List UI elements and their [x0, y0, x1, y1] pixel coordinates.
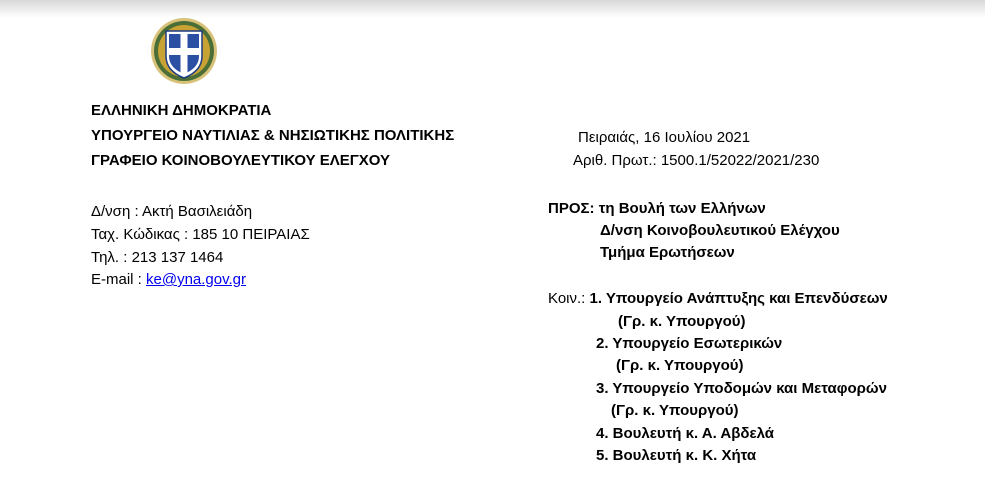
address-street: Δ/νση : Ακτή Βασιλειάδη: [91, 203, 253, 220]
cc-item-3: 3. Υπουργείο Υποδομών και Μεταφορών: [596, 380, 887, 397]
recipient-line: [548, 199, 766, 219]
greek-coat-of-arms-emblem: [149, 16, 219, 86]
cc-item-5: 5. Βουλευτή κ. Κ. Χήτα: [596, 447, 757, 464]
address-phone: Τηλ. : 213 137 1464: [91, 249, 224, 266]
recipient-parliament: τη Βουλή των Ελλήνων: [598, 200, 766, 217]
cc-item-1: [548, 289, 888, 309]
cc-item-1-sub: (Γρ. κ. Υπουργού): [618, 313, 746, 330]
recipient-department: Τμήμα Ερωτήσεων: [600, 244, 735, 261]
cc-item-4: 4. Βουλευτή κ. Α. Αβδελά: [596, 425, 774, 442]
address-email: [91, 270, 246, 290]
header-ministry: ΥΠΟΥΡΓΕΙΟ ΝΑΥΤΙΛΙΑΣ & ΝΗΣΙΩΤΙΚΗΣ ΠΟΛΙΤΙΚΗΣ: [91, 127, 455, 144]
recipient-directorate: Δ/νση Κοινοβουλευτικού Ελέγχου: [600, 222, 840, 239]
email-link[interactable]: ke@yna.gov.gr: [146, 271, 247, 288]
header-office: ΓΡΑΦΕΙΟ ΚΟΙΝΟΒΟΥΛΕΥΤΙΚΟΥ ΕΛΕΓΧΟΥ: [91, 152, 391, 169]
protocol-number: Αριθ. Πρωτ.: 1500.1/52022/2021/230: [573, 152, 820, 169]
header-country: ΕΛΛΗΝΙΚΗ ΔΗΜΟΚΡΑΤΙΑ: [91, 102, 272, 119]
cc-item-2: 2. Υπουργείο Εσωτερικών: [596, 335, 783, 352]
cc-item-3-sub: (Γρ. κ. Υπουργού): [611, 402, 739, 419]
document-date: Πειραιάς, 16 Ιουλίου 2021: [578, 129, 751, 146]
email-label: E-mail :: [91, 271, 147, 288]
address-postal-code: Ταχ. Κώδικας : 185 10 ΠΕΙΡΑΙΑΣ: [91, 226, 310, 243]
cc-item-2-sub: (Γρ. κ. Υπουργού): [616, 357, 744, 374]
cc-label: Κοιν.:: [548, 290, 586, 307]
recipient-label: ΠΡΟΣ:: [548, 200, 595, 217]
cc-item-1-text: 1. Υπουργείο Ανάπτυξης και Επενδύσεων: [589, 290, 888, 307]
top-shadow-bar: [0, 0, 985, 18]
